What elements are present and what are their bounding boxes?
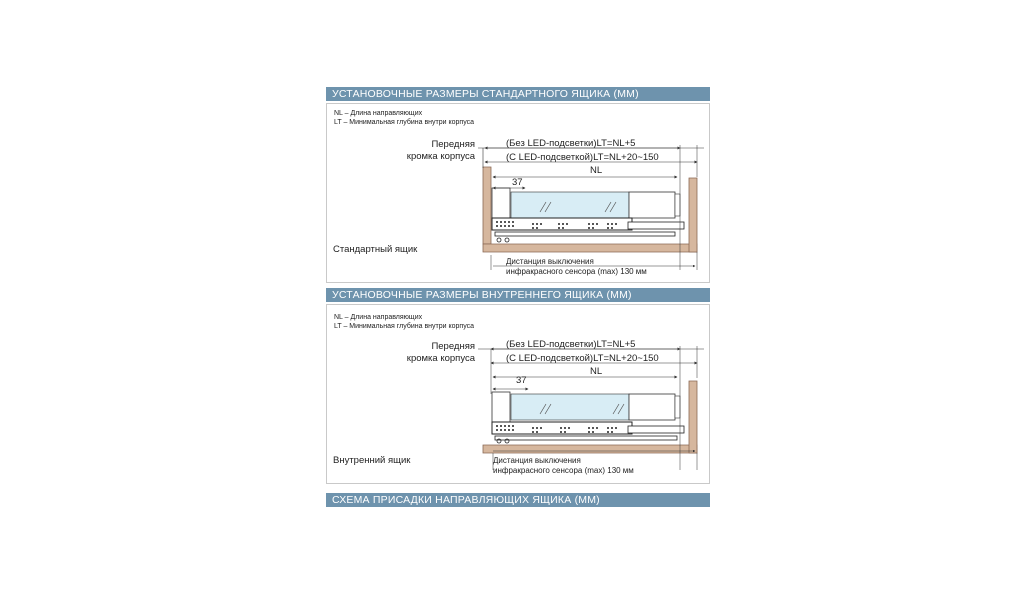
front-edge-label-line1: Передняя [431, 341, 475, 352]
front-edge-label-line2: кромка корпуса [406, 151, 475, 162]
legend-nl: NL – Длина направляющих [334, 110, 423, 117]
front-edge-label-line1: Передняя [431, 139, 475, 150]
dimension-nl: NL [590, 165, 603, 176]
drawer-back [629, 394, 675, 420]
legend-lt: LT – Минимальная глубина внутри корпуса [334, 119, 475, 126]
drawer-glass [511, 192, 629, 218]
cabinet-bottom-panel [483, 445, 697, 453]
dimension-with-led: (С LED-подсветкой)LT=NL+20~150 [506, 353, 659, 364]
section-title-inner: УСТАНОВОЧНЫЕ РАЗМЕРЫ ВНУТРЕННЕГО ЯЩИКА (ММ) [326, 288, 710, 302]
cabinet-back-wall [689, 381, 697, 453]
dimension-37: 37 [516, 375, 527, 386]
dimension-nl: NL [590, 366, 603, 377]
dimension-37: 37 [512, 177, 523, 188]
legend-nl: NL – Длина направляющих [334, 314, 423, 321]
drawer-glass [511, 394, 629, 420]
dimension-no-led: (Без LED-подсветки)LT=NL+5 [506, 138, 636, 149]
cabinet-back-wall [689, 178, 697, 252]
cabinet-bottom-panel [483, 244, 697, 252]
section-title-mounting-scheme: СХЕМА ПРИСАДКИ НАПРАВЛЯЮЩИХ ЯЩИКА (ММ) [326, 493, 710, 507]
drawing-inner [478, 346, 704, 470]
sensor-distance-line1: Дистанция выключения [493, 456, 581, 465]
sensor-distance-line2: инфракрасного сенсора (max) 130 мм [506, 267, 647, 276]
sensor-distance-line1: Дистанция выключения [506, 257, 594, 266]
section-title-standard: УСТАНОВОЧНЫЕ РАЗМЕРЫ СТАНДАРТНОГО ЯЩИКА (ММ) [326, 87, 710, 101]
cabinet-left-wall [483, 167, 491, 244]
drawing-standard [478, 145, 704, 270]
sensor-distance-line2: инфракрасного сенсора (max) 130 мм [493, 466, 634, 475]
drawer-type-label: Внутренний ящик [333, 455, 411, 466]
drawer-front [492, 392, 510, 426]
drawer-type-label: Стандартный ящик [333, 244, 418, 255]
drawer-back [629, 192, 675, 218]
front-edge-label-line2: кромка корпуса [406, 353, 475, 364]
dimension-with-led: (С LED-подсветкой)LT=NL+20~150 [506, 152, 659, 163]
legend-lt: LT – Минимальная глубина внутри корпуса [334, 323, 475, 330]
dimension-no-led: (Без LED-подсветки)LT=NL+5 [506, 339, 636, 350]
